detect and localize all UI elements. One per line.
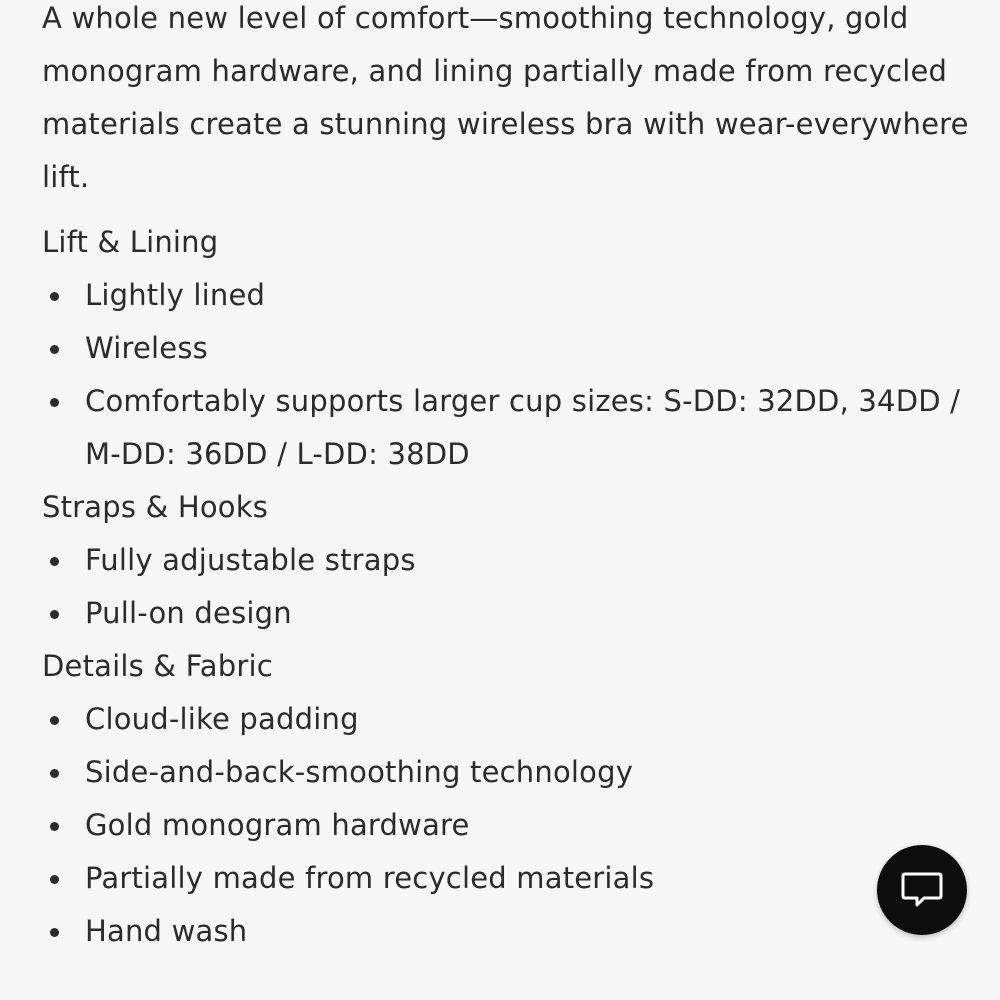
list-item	[42, 587, 972, 640]
chat-button[interactable]	[877, 845, 967, 935]
list-item-text: Fully adjustable straps	[85, 543, 416, 577]
bullet-icon	[50, 345, 59, 354]
list-lift-lining	[42, 269, 972, 481]
bullet-icon	[50, 769, 59, 778]
list-item-text: Lightly lined	[85, 278, 266, 312]
list-item-text: Hand wash	[85, 914, 248, 948]
list-item	[42, 799, 972, 852]
list-item	[42, 375, 972, 481]
bullet-icon	[50, 822, 59, 831]
list-item-text: Pull-on design	[85, 596, 292, 630]
bullet-icon	[50, 928, 59, 937]
list-item-text: Side-and-back-smoothing technology	[85, 755, 634, 789]
list-item-text: Partially made from recycled materials	[85, 861, 655, 895]
list-item	[42, 269, 972, 322]
list-item	[42, 852, 972, 905]
list-details-fabric	[42, 693, 972, 958]
list-item-text: Cloud-like padding	[85, 702, 359, 736]
bullet-icon	[50, 610, 59, 619]
intro-text: A whole new level of comfort—smoothing technology, gold monogram hardware, and lining partially made from recycled materials create a stunning wireless bra with wear-everywhere lift.	[42, 1, 969, 194]
section-title-lift-lining: Lift & Lining	[42, 225, 219, 259]
list-item	[42, 534, 972, 587]
list-item-text: Wireless	[85, 331, 208, 365]
list-straps-hooks	[42, 534, 972, 640]
bullet-icon	[50, 716, 59, 725]
bullet-icon	[50, 292, 59, 301]
bullet-icon	[50, 398, 59, 407]
list-item	[42, 746, 972, 799]
section-title-straps-hooks: Straps & Hooks	[42, 490, 269, 524]
list-item-text: Gold monogram hardware	[85, 808, 470, 842]
product-description	[42, 0, 972, 958]
section-title-details-fabric: Details & Fabric	[42, 649, 273, 683]
bullet-icon	[50, 875, 59, 884]
chat-bubble-icon	[900, 870, 944, 910]
list-item	[42, 322, 972, 375]
bullet-icon	[50, 557, 59, 566]
intro-block	[42, 0, 972, 210]
list-item	[42, 905, 972, 958]
list-item-text: Comfortably supports larger cup sizes: S-DD: 32DD, 34DD / M-DD: 36DD / L-DD: 38DD	[85, 384, 961, 471]
list-item	[42, 693, 972, 746]
